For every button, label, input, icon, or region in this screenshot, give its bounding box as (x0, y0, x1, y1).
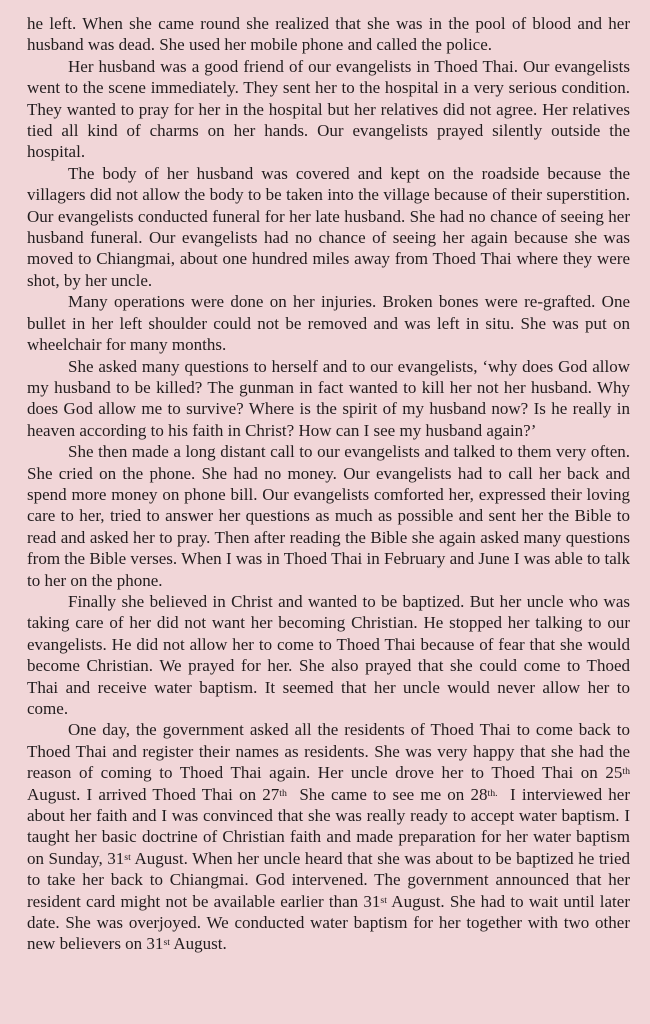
ordinal-suffix: st (163, 937, 171, 949)
paragraph-4: Many operations were done on her injuries. Broken bones were re-grafted. One bullet in her left shoulder could not be removed and was left in situ. She was put on wheelchair for many months. (27, 292, 630, 355)
ordinal-suffix: th. (487, 787, 498, 799)
ordinal-suffix: st (124, 851, 131, 863)
paragraph-8: One day, the government asked all the residents of Thoed Thai to come back to Thoed Thai and register their names as residents. She was very happy that she had the reason of coming to Thoed Thai again. Her uncle drove her to Thoed Thai on 25th August. I arrived Thoed Thai on 27th She came to see me on $28^{th.}$ I interviewed her about her faith and I was convinced that she was really ready to accept water baptism. I taught her basic doctrine of Christian faith and made preparation for her water baptism on Sunday, 31st August. When her uncle heard that she was about to be baptized he tried to take her back to Chiangmai. God intervened. The government announced that her resident card might not be available earlier than 31st August. She had to wait until later date. She was overjoyed. We conducted water baptism for her together with two other new believers on 31st August. (27, 720, 630, 954)
paragraph-7: Finally she believed in Christ and wanted to be baptized. But her uncle who was taking care of her did not want her becoming Christian. He stopped her talking to our evangelists. He did not allow her to come to Thoed Thai because of fear that she would become Christian. We prayed for her. She also prayed that she could come to Thoed Thai and receive water baptism. It seemed that her uncle would never allow her to come. (27, 591, 630, 718)
paragraph-6: She then made a long distant call to our evangelists and talked to them very often. She cried on the phone. She had no money. Our evangelists had to call her back and spend more money on phone bill. Our evangelists comforted her, expressed their loving care to her, tried to answer her questions as much as possible and sent her the Bible to read and asked her to pray. Then after reading the Bible she again asked many questions from the Bible verses. When I was in Thoed Thai in February and June I was able to talk to her on the phone. (27, 442, 630, 590)
paragraph-3: The body of her husband was covered and kept on the roadside because the villagers did not allow the body to be taken into the village because of their superstition. Our evangelists conducted funeral for her late husband. She had no chance of seeing her husband funeral. Our evangelists had no chance of seeing her again because she was moved to Chiangmai, about one hundred miles away from Thoed Thai where they were shot, by her uncle. (27, 163, 630, 290)
ordinal-suffix: st (380, 894, 387, 906)
document-body (27, 13, 630, 955)
paragraph-5: She asked many questions to herself and to our evangelists, ‘why does God allow my husband to be killed? The gunman in fact wanted to kill her not her husband. Why does God allow me to survive? Where is the spirit of my husband now? Is he really in heaven according to his faith in Christ? How can I see my husband again?’ (27, 356, 630, 440)
ordinal-suffix: th (279, 787, 287, 799)
paragraph-1: he left. When she came round she realized that she was in the pool of blood and her husband was dead. She used her mobile phone and called the police. (27, 14, 630, 55)
paragraph-2: Her husband was a good friend of our evangelists in Thoed Thai. Our evangelists went to the scene immediately. They sent her to the hospital in a very serious condition. They wanted to pray for her in the hospital but her relatives did not agree. Her relatives tied all kind of charms on her hands. Our evangelists prayed silently outside the hospital. (27, 56, 630, 162)
ordinal-suffix: th (622, 766, 630, 778)
